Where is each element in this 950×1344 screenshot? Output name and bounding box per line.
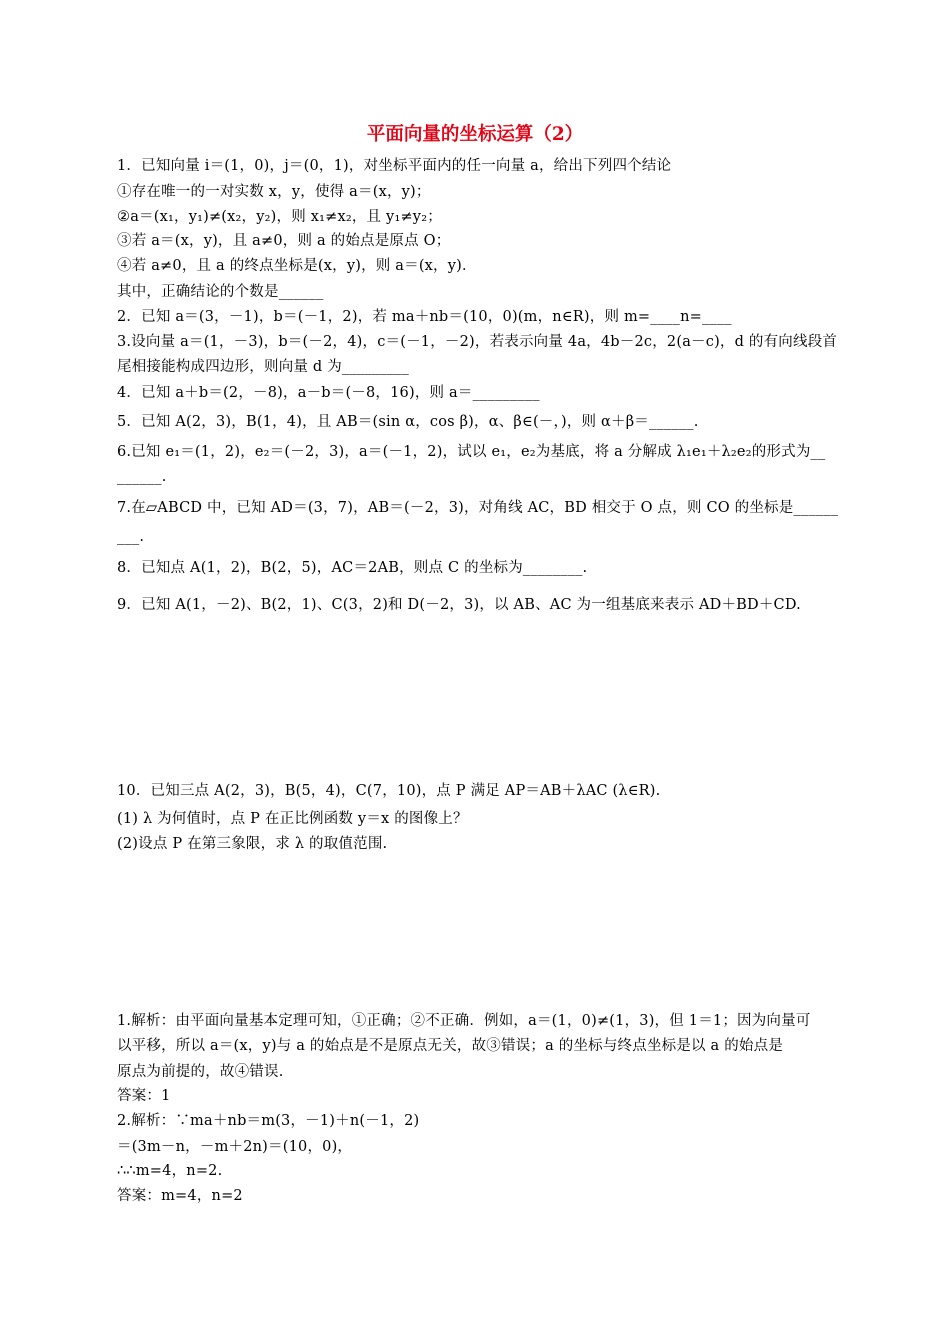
answer-line: 答案：m=4，n=2 [117, 1188, 243, 1204]
question-line: 其中，正确结论的个数是______ [117, 284, 324, 300]
question-line: 1．已知向量 i＝(1，0)，j＝(0，1)，对坐标平面内的任一向量 a，给出下列四个结论 [117, 158, 672, 174]
question-line: ③若 a＝(x，y)，且 a≠0，则 a 的始点是原点 O； [117, 233, 451, 249]
question-line: 5．已知 A(2，3)，B(1，4)，且 AB＝(sin α，cos β)，α、β∈(－，)，则 α＋β＝______. [117, 414, 699, 430]
question-line: ___. [117, 529, 145, 545]
question-line: 8．已知点 A(1，2)，B(2，5)，AC＝2AB，则点 C 的坐标为________. [117, 560, 588, 576]
question-line: 10．已知三点 A(2，3)，B(5，4)，C(7，10)，点 P 满足 AP＝AB＋λAC (λ∈R). [117, 783, 661, 799]
question-line: 9．已知 A(1，－2)、B(2，1)、C(3，2)和 D(－2，3)，以 AB、AC 为一组基底来表示 AD＋BD＋CD. [117, 597, 801, 613]
question-line: 6.已知 e₁＝(1，2)，e₂＝(－2，3)，a＝(－1，2)，试以 e₁，e₂为基底，将 a 分解成 λ₁e₁＋λ₂e₂的形式为__ [117, 444, 826, 460]
question-line: ______. [117, 469, 167, 485]
answer-line: 2.解析：∵ma＋nb＝m(3，－1)＋n(－1，2) [117, 1113, 420, 1129]
answer-line: ＝(3m－n，－m＋2n)＝(10，0)， [117, 1139, 353, 1155]
answer-line: 答案：1 [117, 1088, 171, 1104]
question-line: (1) λ 为何值时，点 P 在正比例函数 y＝x 的图像上？ [117, 811, 468, 827]
answer-line: ∴∴m=4，n=2. [117, 1163, 223, 1179]
question-line: 7.在▱ABCD 中，已知 AD＝(3，7)，AB＝(－2，3)，对角线 AC，BD 相交于 O 点，则 CO 的坐标是______ [117, 500, 839, 516]
answer-line: 1.解析：由平面向量基本定理可知，①正确；②不正确．例如，a＝(1，0)≠(1，3)，但 1＝1；因为向量可 [117, 1013, 811, 1029]
question-line: ②a＝(x₁，y₁)≠(x₂，y₂)，则 x₁≠x₂，且 y₁≠y₂； [117, 209, 442, 225]
question-line: 尾相接能构成四边形，则向量 d 为_________ [117, 359, 409, 375]
question-line: 4．已知 a＋b＝(2，－8)，a－b＝(－8，16)，则 a＝_________ [117, 385, 540, 401]
answer-line: 以平移，所以 a＝(x，y)与 a 的始点是不是原点无关，故③错误；a 的坐标与终点坐标是以 a 的始点是 [117, 1038, 784, 1054]
question-line: ④若 a≠0，且 a 的终点坐标是(x，y)，则 a＝(x，y)． [117, 258, 477, 274]
page-title: 平面向量的坐标运算（2） [366, 124, 584, 145]
question-line: ①存在唯一的一对实数 x，y，使得 a＝(x，y)； [117, 184, 431, 200]
question-line: 2．已知 a＝(3，－1)，b＝(－1，2)，若 ma＋nb＝(10，0)(m，n∈R)，则 m=____n=____ [117, 309, 732, 325]
answer-line: 原点为前提的，故④错误. [117, 1064, 284, 1080]
question-line: (2)设点 P 在第三象限，求 λ 的取值范围. [117, 836, 388, 852]
question-line: 3.设向量 a＝(1，－3)，b＝(－2，4)，c＝(－1，－2)，若表示向量 4a，4b－2c，2(a－c)，d 的有向线段首 [117, 334, 838, 350]
